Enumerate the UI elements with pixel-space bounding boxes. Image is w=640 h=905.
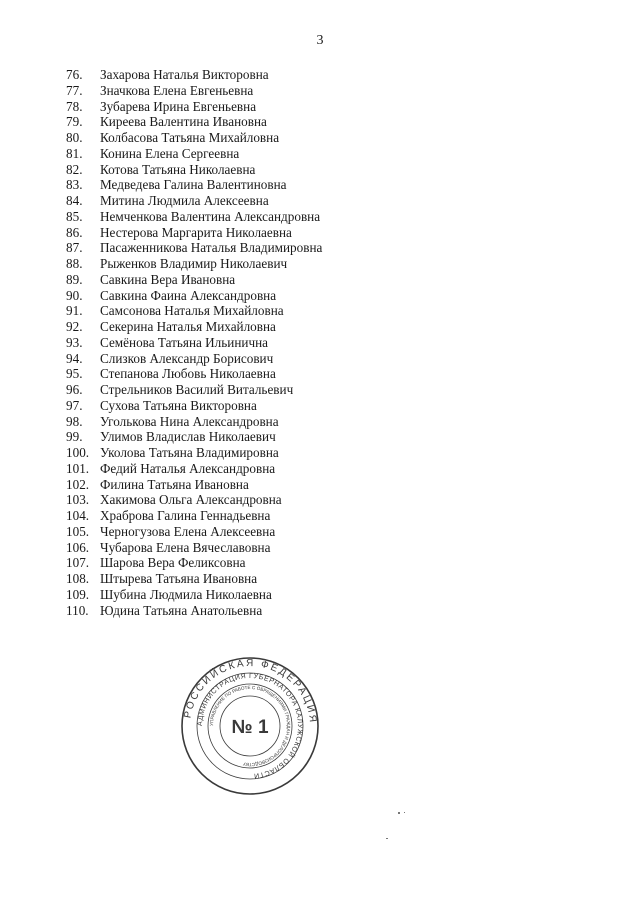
list-item (66, 540, 322, 556)
item-number: 85. (66, 208, 83, 224)
list-item (66, 587, 322, 603)
item-number: 87. (66, 240, 83, 256)
list-item (66, 492, 322, 508)
person-name: Слизков Александр Борисович (100, 350, 274, 366)
list-item (66, 177, 322, 193)
person-name: Шубина Людмила Николаевна (100, 586, 272, 602)
list-item (66, 225, 322, 241)
person-name: Чубарова Елена Вячеславовна (100, 539, 271, 555)
item-number: 81. (66, 145, 83, 161)
person-name: Сухова Татьяна Викторовна (100, 397, 257, 413)
item-number: 106. (66, 539, 90, 555)
person-name: Значкова Елена Евгеньевна (100, 82, 254, 98)
item-number: 90. (66, 287, 83, 303)
list-item (66, 256, 322, 272)
item-number: 96. (66, 382, 83, 397)
page-number: 3 (316, 33, 324, 48)
list-item (66, 398, 322, 414)
item-number: 104. (66, 508, 90, 523)
list-item (66, 477, 322, 493)
list-item (66, 114, 322, 130)
list-item (66, 508, 322, 524)
seal-outer-text: РОССИЙСКАЯ ФЕДЕРАЦИЯ (182, 657, 319, 725)
person-name: Савкина Фаина Александровна (100, 287, 277, 303)
person-name: Митина Людмила Алексеевна (100, 193, 269, 208)
list-item (66, 130, 322, 146)
person-name: Пасаженникова Наталья Владимировна (100, 240, 323, 256)
item-number: 99. (66, 429, 83, 445)
list-item (66, 146, 322, 162)
person-name: Улимов Владислав Николаевич (100, 429, 276, 445)
item-number: 101. (66, 460, 90, 476)
item-number: 84. (66, 193, 83, 208)
person-name: Шарова Вера Феликсовна (100, 555, 246, 571)
person-name: Стрельников Василий Витальевич (100, 382, 294, 397)
item-number: 89. (66, 271, 83, 287)
list-item (66, 555, 322, 571)
item-number: 80. (66, 130, 83, 145)
person-name: Семёнова Татьяна Ильинична (100, 334, 268, 350)
list-item (66, 303, 322, 319)
person-name: Уголькова Нина Александровна (100, 413, 279, 429)
item-number: 83. (66, 177, 83, 193)
list-item (66, 67, 322, 83)
item-number: 110. (66, 602, 89, 618)
list-item (66, 524, 322, 540)
person-name: Черногузова Елена Алексеевна (100, 523, 276, 539)
scan-speck (404, 812, 405, 813)
list-item (66, 193, 322, 209)
item-number: 102. (66, 476, 90, 492)
person-name: Нестерова Маргарита Николаевна (100, 224, 292, 240)
item-number: 79. (66, 114, 83, 130)
person-name: Колбасова Татьяна Михайловна (100, 130, 280, 145)
person-name: Уколова Татьяна Владимировна (100, 445, 279, 460)
item-number: 77. (66, 82, 83, 98)
person-name: Конина Елена Сергеевна (100, 145, 240, 161)
item-number: 86. (66, 224, 83, 240)
item-number: 91. (66, 303, 83, 319)
list-item (66, 461, 322, 477)
person-name: Федий Наталья Александровна (100, 460, 276, 476)
person-name: Штырева Татьяна Ивановна (100, 571, 258, 586)
item-number: 88. (66, 256, 83, 271)
item-number: 76. (66, 67, 83, 82)
name-list (66, 67, 322, 618)
person-name: Рыженков Владимир Николаевич (100, 256, 288, 271)
person-name: Захарова Наталья Викторовна (100, 67, 269, 82)
item-number: 94. (66, 350, 83, 366)
person-name: Филина Татьяна Ивановна (100, 476, 249, 492)
item-number: 97. (66, 397, 83, 413)
person-name: Киреева Валентина Ивановна (100, 114, 267, 130)
list-item (66, 319, 322, 335)
list-item (66, 603, 322, 619)
list-item (66, 272, 322, 288)
list-item (66, 445, 322, 461)
official-seal (180, 656, 320, 796)
item-number: 103. (66, 492, 90, 508)
list-item (66, 99, 322, 115)
seal-number: № 1 (231, 717, 269, 738)
item-number: 95. (66, 366, 83, 382)
person-name: Юдина Татьяна Анатольевна (100, 602, 263, 618)
person-name: Немченкова Валентина Александровна (100, 208, 321, 224)
person-name: Савкина Вера Ивановна (100, 271, 236, 287)
person-name: Самсонова Наталья Михайловна (100, 303, 284, 319)
list-item (66, 209, 322, 225)
list-item (66, 571, 322, 587)
list-item (66, 335, 322, 351)
person-name: Зубарева Ирина Евгеньевна (100, 98, 257, 114)
scan-speck (386, 838, 388, 839)
person-name: Котова Татьяна Николаевна (100, 161, 256, 177)
seal-middle-text: АДМИНИСТРАЦИЯ ГУБЕРНАТОРА КАЛУЖСКОЙ ОБЛАСТИ (196, 672, 304, 779)
list-item (66, 240, 322, 256)
list-item (66, 366, 322, 382)
list-item (66, 351, 322, 367)
item-number: 108. (66, 571, 90, 586)
seal-inner-text: УПРАВЛЕНИЕ ПО РАБОТЕ С ОБРАЩЕНИЯМИ ГРАЖДАН И ДЕЛОПРОИЗВОДСТВУ (208, 684, 292, 768)
list-item (66, 414, 322, 430)
item-number: 93. (66, 334, 83, 350)
item-number: 105. (66, 523, 90, 539)
person-name: Медведева Галина Валентиновна (100, 177, 287, 193)
list-item (66, 288, 322, 304)
list-item (66, 429, 322, 445)
person-name: Секерина Наталья Михайловна (100, 319, 276, 334)
item-number: 78. (66, 98, 83, 114)
scan-speck (398, 812, 400, 814)
item-number: 82. (66, 161, 83, 177)
list-item (66, 162, 322, 178)
list-item (66, 83, 322, 99)
item-number: 98. (66, 413, 83, 429)
item-number: 107. (66, 555, 90, 571)
item-number: 100. (66, 445, 90, 460)
item-number: 92. (66, 319, 83, 334)
person-name: Степанова Любовь Николаевна (100, 366, 276, 382)
list-item (66, 382, 322, 398)
person-name: Храброва Галина Геннадьевна (100, 508, 271, 523)
person-name: Хакимова Ольга Александровна (100, 492, 282, 508)
item-number: 109. (66, 586, 90, 602)
